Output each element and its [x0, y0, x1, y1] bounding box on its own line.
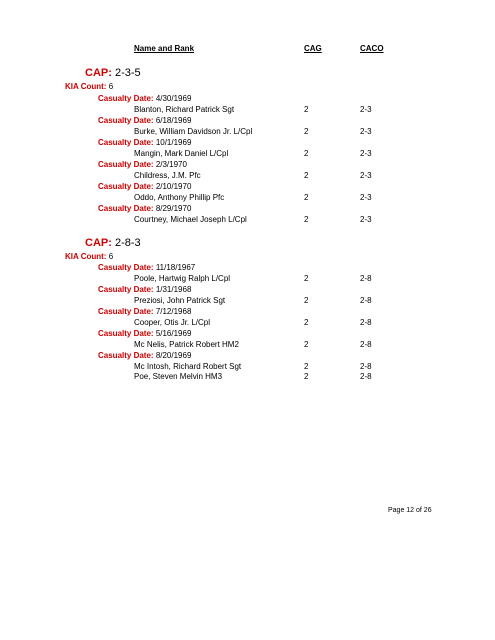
- kia-count: [65, 82, 113, 91]
- casualty-name: Childress, J.M. Pfc: [134, 171, 201, 180]
- casualty-name: Courtney, Michael Joseph L/Cpl: [134, 215, 247, 224]
- casualty-cag: 2: [304, 215, 309, 224]
- casualty-caco: 2-3: [360, 215, 372, 224]
- casualty-date: [98, 182, 191, 191]
- casualty-date-label: Casualty Date:: [98, 116, 154, 125]
- casualty-date-label: Casualty Date:: [98, 94, 154, 103]
- casualty-date-value: 6/18/1969: [155, 116, 192, 125]
- kia-label: KIA Count:: [65, 252, 107, 261]
- casualty-date-label: Casualty Date:: [98, 138, 154, 147]
- cap-title: [85, 67, 141, 79]
- casualty-cag: 2: [304, 318, 309, 327]
- casualty-name: Poe, Steven Melvin HM3: [134, 372, 223, 381]
- casualty-date-value: 4/30/1969: [155, 94, 192, 103]
- casualty-date-value: 2/3/1970: [155, 160, 187, 169]
- casualty-date-value: 1/31/1968: [155, 285, 192, 294]
- casualty-cag: 2: [304, 171, 309, 180]
- page-number: Page 12 of 26: [388, 507, 432, 514]
- casualty-cag: 2: [304, 127, 309, 136]
- column-header-cag: CAG: [304, 44, 322, 53]
- casualty-name: Preziosi, John Patrick Sgt: [134, 296, 226, 305]
- casualty-date-label: Casualty Date:: [98, 285, 154, 294]
- casualty-cag: 2: [304, 340, 309, 349]
- casualty-date-value: 2/10/1970: [155, 182, 192, 191]
- casualty-date-value: 10/1/1969: [155, 138, 192, 147]
- casualty-caco: 2-3: [360, 127, 372, 136]
- casualty-date-label: Casualty Date:: [98, 160, 154, 169]
- casualty-date: [98, 285, 191, 294]
- casualty-name: Burke, William Davidson Jr. L/Cpl: [134, 127, 253, 136]
- casualty-row: [0, 296, 495, 307]
- casualty-row: [0, 149, 495, 160]
- casualty-date: [98, 351, 191, 360]
- casualty-name: Oddo, Anthony Phillip Pfc: [134, 193, 225, 202]
- casualty-row: [0, 274, 495, 285]
- casualty-caco: 2-8: [360, 274, 372, 283]
- cap-value: 2-8-3: [114, 237, 141, 249]
- casualty-date: [98, 307, 191, 316]
- casualty-date-label: Casualty Date:: [98, 307, 154, 316]
- casualty-row: [0, 318, 495, 329]
- casualty-date: [98, 204, 191, 213]
- casualty-date-label: Casualty Date:: [98, 351, 154, 360]
- casualty-caco: 2-3: [360, 149, 372, 158]
- casualty-cag: 2: [304, 274, 309, 283]
- casualty-date: [98, 329, 191, 338]
- casualty-date-value: 11/18/1967: [155, 263, 196, 272]
- casualty-cag: 2: [304, 193, 309, 202]
- casualty-row: [0, 340, 495, 351]
- casualty-date-value: 5/16/1969: [155, 329, 192, 338]
- casualty-date-label: Casualty Date:: [98, 263, 154, 272]
- casualty-date: [98, 94, 191, 103]
- cap-label: CAP:: [85, 237, 112, 249]
- casualty-name: Mc Nelis, Patrick Robert HM2: [134, 340, 239, 349]
- casualty-name: Mc Intosh, Richard Robert Sgt: [134, 362, 242, 371]
- kia-count: [65, 252, 113, 261]
- casualty-name: Blanton, Richard Patrick Sgt: [134, 105, 235, 114]
- casualty-cag: 2: [304, 149, 309, 158]
- casualty-row: [0, 193, 495, 204]
- casualty-cag: 2: [304, 105, 309, 114]
- casualty-date: [98, 263, 195, 272]
- casualty-caco: 2-3: [360, 171, 372, 180]
- casualty-date-value: 8/29/1970: [155, 204, 192, 213]
- casualty-caco: 2-8: [360, 362, 372, 371]
- kia-value: 6: [108, 82, 114, 91]
- casualty-caco: 2-3: [360, 105, 372, 114]
- kia-label: KIA Count:: [65, 82, 107, 91]
- casualty-caco: 2-8: [360, 372, 372, 381]
- casualty-row: [0, 171, 495, 182]
- casualty-name: Cooper, Otis Jr. L/Cpl: [134, 318, 211, 327]
- casualty-date-label: Casualty Date:: [98, 182, 154, 191]
- casualty-row: [0, 127, 495, 138]
- column-header-caco: CACO: [360, 44, 384, 53]
- casualty-caco: 2-3: [360, 193, 372, 202]
- cap-label: CAP:: [85, 67, 112, 79]
- casualty-caco: 2-8: [360, 296, 372, 305]
- casualty-caco: 2-8: [360, 318, 372, 327]
- casualty-caco: 2-8: [360, 340, 372, 349]
- casualty-date: [98, 138, 191, 147]
- casualty-date: [98, 160, 187, 169]
- casualty-name: Poole, Hartwig Ralph L/Cpl: [134, 274, 231, 283]
- casualty-row: [0, 105, 495, 116]
- casualty-name: Mangin, Mark Daniel L/Cpl: [134, 149, 229, 158]
- casualty-cag: 2: [304, 372, 309, 381]
- casualty-date-label: Casualty Date:: [98, 329, 154, 338]
- column-header-name-rank: Name and Rank: [134, 44, 195, 53]
- casualty-date-value: 8/20/1969: [155, 351, 192, 360]
- kia-value: 6: [108, 252, 114, 261]
- casualty-row: [0, 215, 495, 226]
- casualty-row: [0, 372, 495, 383]
- cap-value: 2-3-5: [114, 67, 141, 79]
- casualty-cag: 2: [304, 296, 309, 305]
- casualty-date: [98, 116, 191, 125]
- casualty-date-label: Casualty Date:: [98, 204, 154, 213]
- casualty-cag: 2: [304, 362, 309, 371]
- casualty-date-value: 7/12/1968: [155, 307, 192, 316]
- cap-title: [85, 237, 141, 249]
